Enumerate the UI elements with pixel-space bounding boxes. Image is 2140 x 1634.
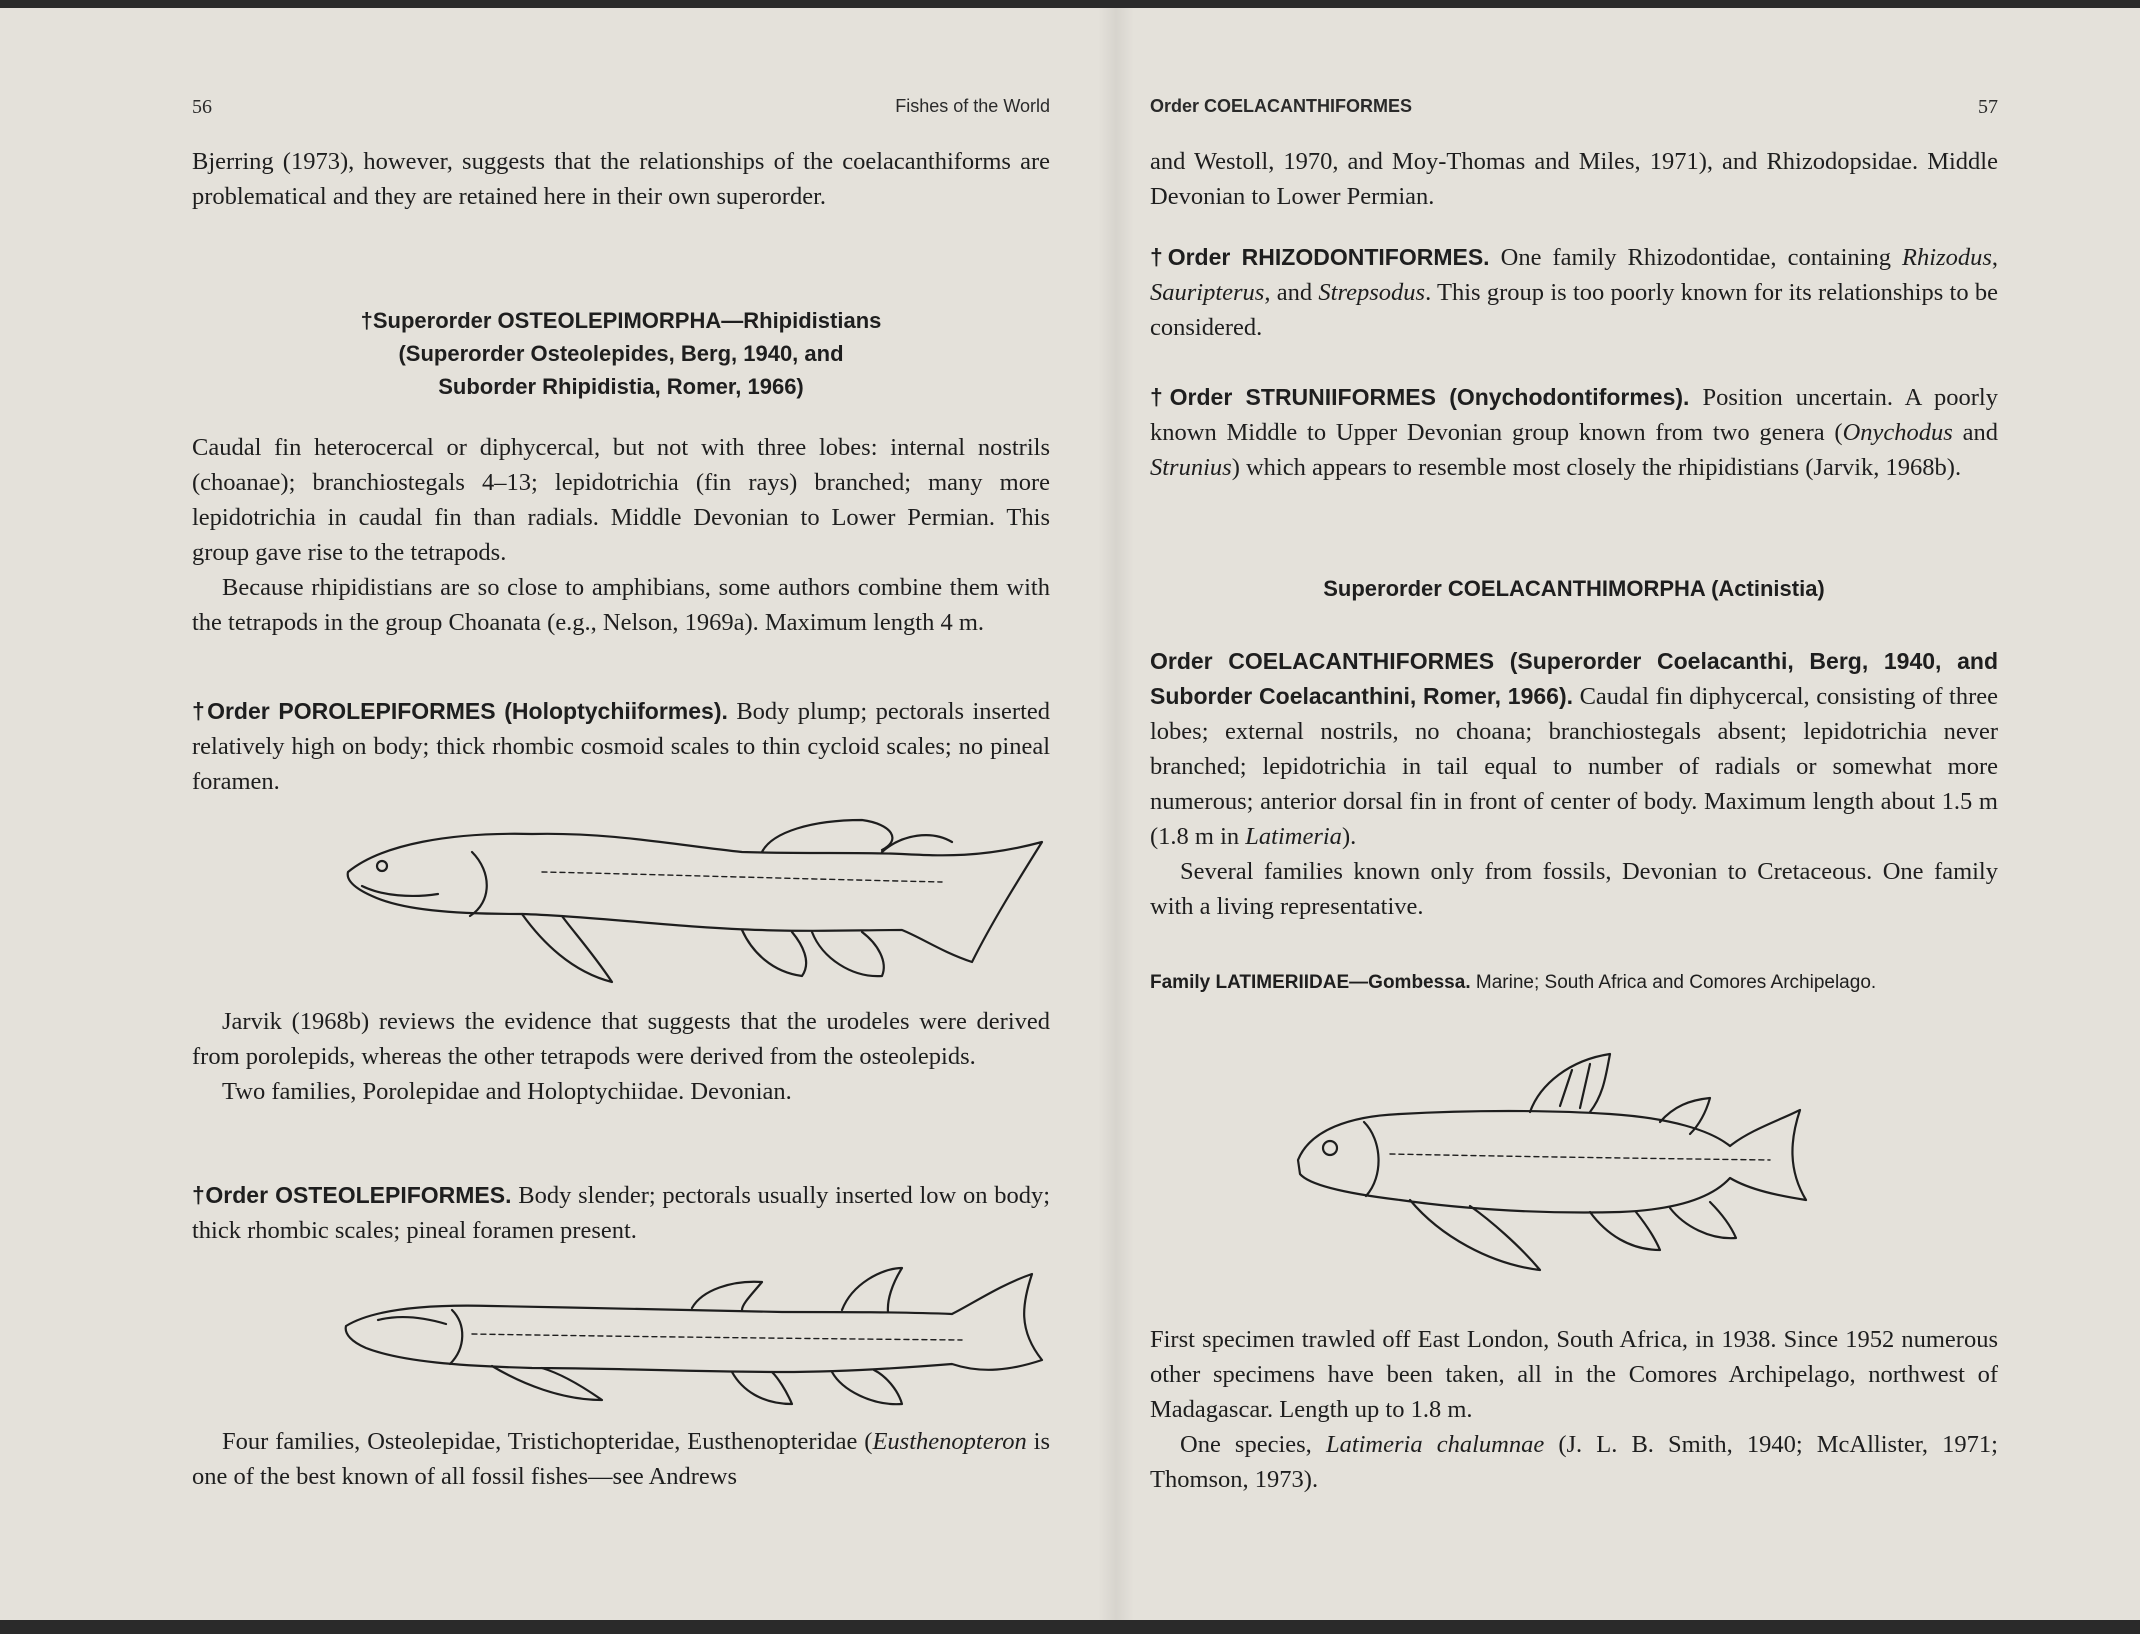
osteolepiform-dorsal-fin-1 xyxy=(692,1282,762,1310)
book-gutter xyxy=(1098,8,1134,1620)
jarvik-paragraph: Jarvik (1968b) reviews the evidence that suggests that the urodeles were derived from porolepids, whereas the other tetrapods were derived from the osteolepids. xyxy=(192,1008,1050,1070)
four-families-paragraph xyxy=(192,1424,1050,1494)
struniiformes-text-post: ) which appears to resemble most closely the rhipidistians (Jarvik, 1968b). xyxy=(1231,454,1962,481)
coelacanthiformes-block xyxy=(1150,644,1998,924)
rhipidistia-paragraph-1: Caudal fin heterocercal or diphycercal, but not with three lobes: internal nostrils (choanae); branchiostegals 4–13; lepidotrichia (fin rays) branched; many more lepidotrichia in caudal fin than radials. Middle Devonian to Lower Permian. This group gave rise to the tetrapods. xyxy=(192,434,1050,566)
four-families-lead: Four families, Osteolepidae, Tristichopteridae, Eusthenopteridae ( xyxy=(222,1428,873,1455)
left-page-number: 56 xyxy=(192,96,212,118)
right-running-head xyxy=(1150,96,1998,119)
latimeria-body-outline xyxy=(1298,1110,1806,1213)
several-families-paragraph: Several families known only from fossils, Devonian to Cretaceous. One family with a living representative. xyxy=(1150,858,1998,920)
osteolepiform-body-outline xyxy=(346,1274,1042,1372)
porolepiformes-text: Body plump; pectorals inserted relatively high on body; thick rhombic cosmoid scales to thin cycloid scales; no pineal foramen. xyxy=(192,698,1051,795)
porolepiform-pectoral-fin xyxy=(522,914,612,982)
latimeria-fish-illustration xyxy=(1290,1050,1850,1310)
first-specimen-paragraph: First specimen trawled off East London, South Africa, in 1938. Since 1952 numerous other specimens have been taken, all in the Comores Archipelago, northwest of Madagascar. Length up to 1.8 m. xyxy=(1150,1326,1998,1423)
four-families-tail: is one of the best known of all fossil fishes—see Andrews xyxy=(192,1428,1051,1490)
rhizodontiformes-text-pre: One family Rhizodontidae, containing xyxy=(1500,244,1903,271)
osteolepiform-lateral-line xyxy=(472,1334,962,1340)
rhizodontiformes-paragraph xyxy=(1150,240,1998,345)
coelacanthimorpha-heading-block xyxy=(1150,572,1998,605)
porolepiform-mouth xyxy=(362,886,438,896)
latimeria-dorsal-fin-1 xyxy=(1530,1054,1610,1112)
left-running-head xyxy=(192,96,1050,119)
latimeria-chalumnae-species: Latimeria chalumnae xyxy=(1325,1431,1545,1458)
osteolepiform-fish-illustration xyxy=(342,1264,1092,1414)
coelacanthiformes-paragraph xyxy=(1150,644,1998,854)
porolepiform-dorsal-fin-1 xyxy=(762,820,892,852)
latimeriidae-heading: Family LATIMERIIDAE—Gombessa. xyxy=(1150,972,1471,993)
one-species-pre: One species, xyxy=(1180,1431,1326,1458)
osteolepiformes-heading: †Order OSTEOLEPIFORMES. xyxy=(192,1182,512,1208)
rhizodontiformes-heading: †Order RHIZODONTIFORMES. xyxy=(1150,244,1490,270)
continued-paragraph: and Westoll, 1970, and Moy-Thomas and Miles, 1971), and Rhizodopsidae. Middle Devonian to Lower Permian. xyxy=(1150,148,1998,210)
porolepiformes-paragraph xyxy=(192,694,1050,799)
strunius-genus: Strunius xyxy=(1150,454,1232,481)
intro-paragraph: Bjerring (1973), however, suggests that the relationships of the coelacanthiforms are problematical and they are retained here in their own superorder. xyxy=(192,148,1050,210)
superorder-heading-line-1: †Superorder OSTEOLEPIMORPHA—Rhipidistians xyxy=(360,308,882,333)
rhizodontiformes-block xyxy=(1150,240,1998,345)
latimeria-dorsal-fin-2 xyxy=(1660,1098,1710,1134)
sauripterus-genus: Sauripterus xyxy=(1150,279,1265,306)
coelacanthiformes-heading: Order COELACANTHIFORMES (Superorder Coelacanthi, Berg, 1940, and Suborder Coelacanthini, Romer, 1966). xyxy=(1150,648,1998,709)
one-species-paragraph xyxy=(1150,1427,1998,1497)
osteolepiform-pelvic-fin xyxy=(732,1372,792,1404)
osteolepiformes-paragraph xyxy=(192,1178,1050,1248)
right-page-header: Order COELACANTHIFORMES xyxy=(1150,96,1413,116)
porolepiform-gill-cover xyxy=(470,852,487,916)
rhizodontiformes-sep-1: , xyxy=(1991,244,1999,271)
eusthenopteron-genus: Eusthenopteron xyxy=(872,1428,1027,1455)
four-families-block xyxy=(192,1424,1050,1494)
porolepiformes-heading: †Order POROLEPIFORMES (Holoptychiiformes). xyxy=(192,698,728,724)
osteolepiform-dorsal-fin-2 xyxy=(842,1268,902,1312)
latimeriidae-text: Marine; South Africa and Comores Archipelago. xyxy=(1475,972,1877,993)
latimeria-fish-drawing xyxy=(1290,1050,1850,1310)
porolepiformes-block xyxy=(192,694,1050,799)
coelacanthiformes-text-post: ). xyxy=(1341,823,1357,850)
onychodus-genus: Onychodus xyxy=(1842,419,1953,446)
latimeria-anal-fin xyxy=(1670,1202,1736,1238)
struniiformes-block xyxy=(1150,380,1998,485)
osteolepiform-fish-drawing xyxy=(342,1264,1092,1414)
osteolepiformes-text: Body slender; pectorals usually inserted low on body; thick rhombic scales; pineal foramen present. xyxy=(192,1182,1051,1244)
right-page xyxy=(1150,0,1998,1620)
strepsodus-genus: Strepsodus xyxy=(1318,279,1426,306)
latimeriidae-paragraph xyxy=(1150,966,1998,1000)
superorder-heading xyxy=(192,304,1050,403)
porolepiform-eye xyxy=(377,861,387,871)
latimeriidae-block xyxy=(1150,966,1998,1000)
osteolepiformes-block xyxy=(192,1178,1050,1248)
left-page xyxy=(192,0,1050,1620)
osteolepiform-pectoral-fin xyxy=(492,1366,602,1400)
superorder-heading-line-2: (Superorder Osteolepides, Berg, 1940, and xyxy=(398,341,844,366)
struniiformes-heading: †Order STRUNIIFORMES (Onychodontiformes). xyxy=(1150,384,1690,410)
osteolepiform-gill-cover xyxy=(450,1310,462,1364)
superorder-heading-line-3: Suborder Rhipidistia, Romer, 1966) xyxy=(438,374,804,399)
porolepiform-pelvic-fin xyxy=(742,930,806,976)
osteolepiform-head-line xyxy=(378,1317,446,1324)
rhizodontiformes-text-post: . This group is too poorly known for its relationships to be considered. xyxy=(1150,279,1999,341)
latimeria-gill-cover xyxy=(1364,1122,1379,1196)
coelacanthimorpha-heading: Superorder COELACANTHIMORPHA (Actinistia) xyxy=(1323,576,1825,601)
porolepiform-anal-fin xyxy=(812,932,884,976)
rhizodontiformes-sep-2: , and xyxy=(1264,279,1319,306)
porolepiform-body-outline xyxy=(348,834,1042,962)
latimeria-genus: Latimeria xyxy=(1245,823,1342,850)
coelacanthiformes-text-pre: Caudal fin diphycercal, consisting of three lobes; external nostrils, no choana; branchiostegals absent; lepidotrichia never branched; lepidotrichia in tail equal to number of radials or somewhat more numerous; anterior dorsal fin in front of center of body. Maximum length about 1.5 m (1.8 m in xyxy=(1150,683,1999,850)
intro-paragraph-block xyxy=(192,144,1050,214)
porolepiform-lateral-line xyxy=(542,872,942,882)
latimeria-pelvic-fin xyxy=(1590,1212,1660,1250)
struniiformes-text-mid: and xyxy=(1952,419,1998,446)
rhipidistia-paragraph-2: Because rhipidistians are so close to amphibians, some authors combine them with the tetrapods in the group Choanata (e.g., Nelson, 1969a). Maximum length 4 m. xyxy=(192,574,1050,636)
first-specimen-block xyxy=(1150,1322,1998,1497)
continued-block xyxy=(1150,144,1998,214)
latimeria-eye xyxy=(1323,1141,1337,1155)
latimeria-lateral-line xyxy=(1390,1154,1770,1160)
jarvik-block xyxy=(192,1004,1050,1109)
struniiformes-paragraph xyxy=(1150,380,1998,485)
rhipidistia-block xyxy=(192,430,1050,640)
left-page-header: Fishes of the World xyxy=(895,96,1050,116)
osteolepiform-anal-fin xyxy=(832,1370,902,1404)
right-page-number: 57 xyxy=(1978,96,1998,118)
porolepiform-fish-illustration xyxy=(342,812,1092,994)
porolepiform-fish-drawing xyxy=(342,812,1092,994)
one-species-post: (J. L. B. Smith, 1940; McAllister, 1971; Thomson, 1973). xyxy=(1150,1431,1998,1493)
rhizodus-genus: Rhizodus xyxy=(1902,244,1992,271)
two-families-paragraph: Two families, Porolepidae and Holoptychiidae. Devonian. xyxy=(222,1078,792,1105)
struniiformes-text-pre: Position uncertain. A poorly known Middle to Upper Devonian group known from two genera ( xyxy=(1150,384,1998,446)
